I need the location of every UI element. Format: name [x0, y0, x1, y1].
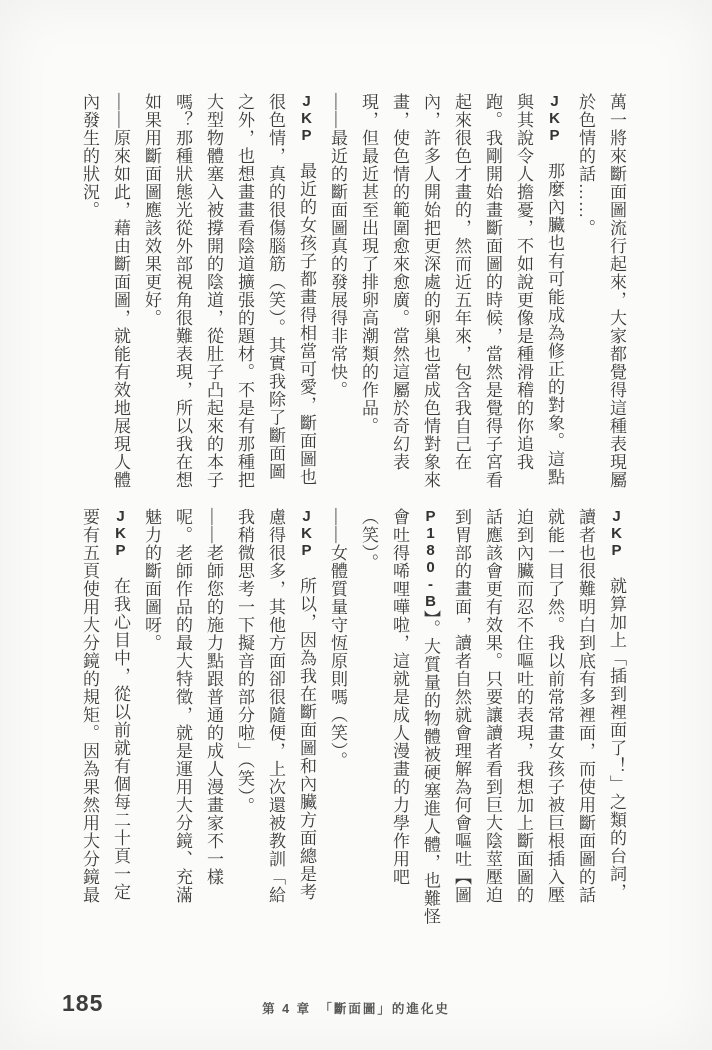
text-column: 迫到內臟而忍不住嘔吐的表現，我想加上斷面圖的	[514, 508, 533, 904]
text-column: ——老師您的施力點跟普通的成人漫畫家不一樣	[204, 508, 223, 886]
text-column: 就能一目了然。我以前常常畫女孩子被巨根插入壓	[545, 508, 564, 904]
text-column: 跑。我剛開始畫斷面圖的時候，當然是覺得子宮看	[483, 93, 502, 489]
text-column: JKP 在我心目中，從以前就有個每二十頁一定	[111, 508, 130, 901]
text-column: ——最近的斷面圖真的發展得非常快。	[328, 93, 347, 399]
text-column: 現，但最近甚至出現了排卵高潮類的作品。	[359, 93, 378, 435]
text-column: ——女體質量守恆原則嗎（笑）。	[328, 508, 347, 770]
text-column: 畫，使色情的範圍愈來愈廣。當然這屬於奇幻表	[390, 93, 409, 471]
text-column: （笑）。	[359, 508, 378, 572]
latin-run: JKP	[608, 508, 625, 559]
text-column: 於色情的話……。	[576, 93, 595, 237]
text-column: 如果用斷面圖應該效果更好。	[142, 93, 161, 327]
text-column: 話應該會更有效果。只要讓讀者看到巨大陰莖壓迫	[483, 508, 502, 904]
text-column: ——原來如此，藉由斷面圖，就能有效地展現人體	[111, 93, 130, 489]
text-column: JKP 所以，因為我在斷面圖和內臟方面總是考	[297, 508, 316, 901]
latin-run: JKP	[298, 508, 315, 559]
latin-run: JKP	[112, 508, 129, 559]
text-column: 起來很色才畫的，然而近五年來，包含我自己在	[452, 93, 471, 471]
text-column: 內，許多人開始把更深處的卵巢也當成色情對象來	[421, 93, 440, 489]
latin-run: JKP	[546, 93, 563, 144]
text-column: 內發生的狀況。	[80, 93, 99, 219]
page-number: 185	[62, 990, 104, 1016]
text-column: 讀者也很難明白到底有多裡面，而使用斷面圖的話	[576, 508, 595, 904]
top-text-block	[74, 93, 632, 493]
text-column: 要有五頁使用大分鏡的規矩。因為果然用大分鏡最	[80, 508, 99, 904]
text-column: 與其說令人擔憂，不如說更像是種滑稽的你追我	[514, 93, 533, 471]
text-column: 大型物體塞入被撐開的陰道，從肚子凸起來的本子	[204, 93, 223, 489]
text-column: 慮得很多，其他方面卻很隨便，上次還被教訓「給	[266, 508, 285, 904]
text-column: 萬一將來斷面圖流行起來，大家都覺得這種表現屬	[607, 93, 626, 489]
text-column: 我稍微思考一下擬音的部分啦」（笑）。	[235, 508, 254, 815]
text-column: JKP 最近的女孩子都畫得相當可愛，斷面圖也	[297, 93, 316, 486]
text-column: 之外，也想畫畫看陰道擴張的題材。不是有那種把	[235, 93, 254, 489]
latin-run: JKP	[298, 93, 315, 144]
text-column: 嗎？那種狀態光從外部視角很難表現，所以我在想	[173, 93, 192, 489]
chapter-footer: 第 4 章 「斷面圖」的進化史	[262, 1002, 450, 1016]
text-column: 會吐得唏哩嘩啦，這就是成人漫畫的力學作用吧	[390, 508, 409, 886]
latin-run: P180-B	[422, 508, 439, 610]
bottom-text-block	[74, 508, 632, 948]
text-column: JKP 那麼內臟也有可能成為修正的對象。這點	[545, 93, 564, 486]
text-column: 魅力的斷面圖呀。	[142, 508, 161, 652]
text-column: JKP 就算加上「插到裡面了！」之類的台詞，	[607, 508, 626, 901]
text-column: 到胃部的畫面，讀者自然就會理解為何會嘔吐【圖	[452, 508, 471, 904]
text-column: 很色情，真的很傷腦筋（笑）。其實我除了斷面圖	[266, 93, 285, 481]
text-column: P180-B】。大質量的物體被硬塞進人體，也難怪	[421, 508, 440, 926]
text-column: 呢。老師作品的最大特徵，就是運用大分鏡、充滿	[173, 508, 192, 904]
